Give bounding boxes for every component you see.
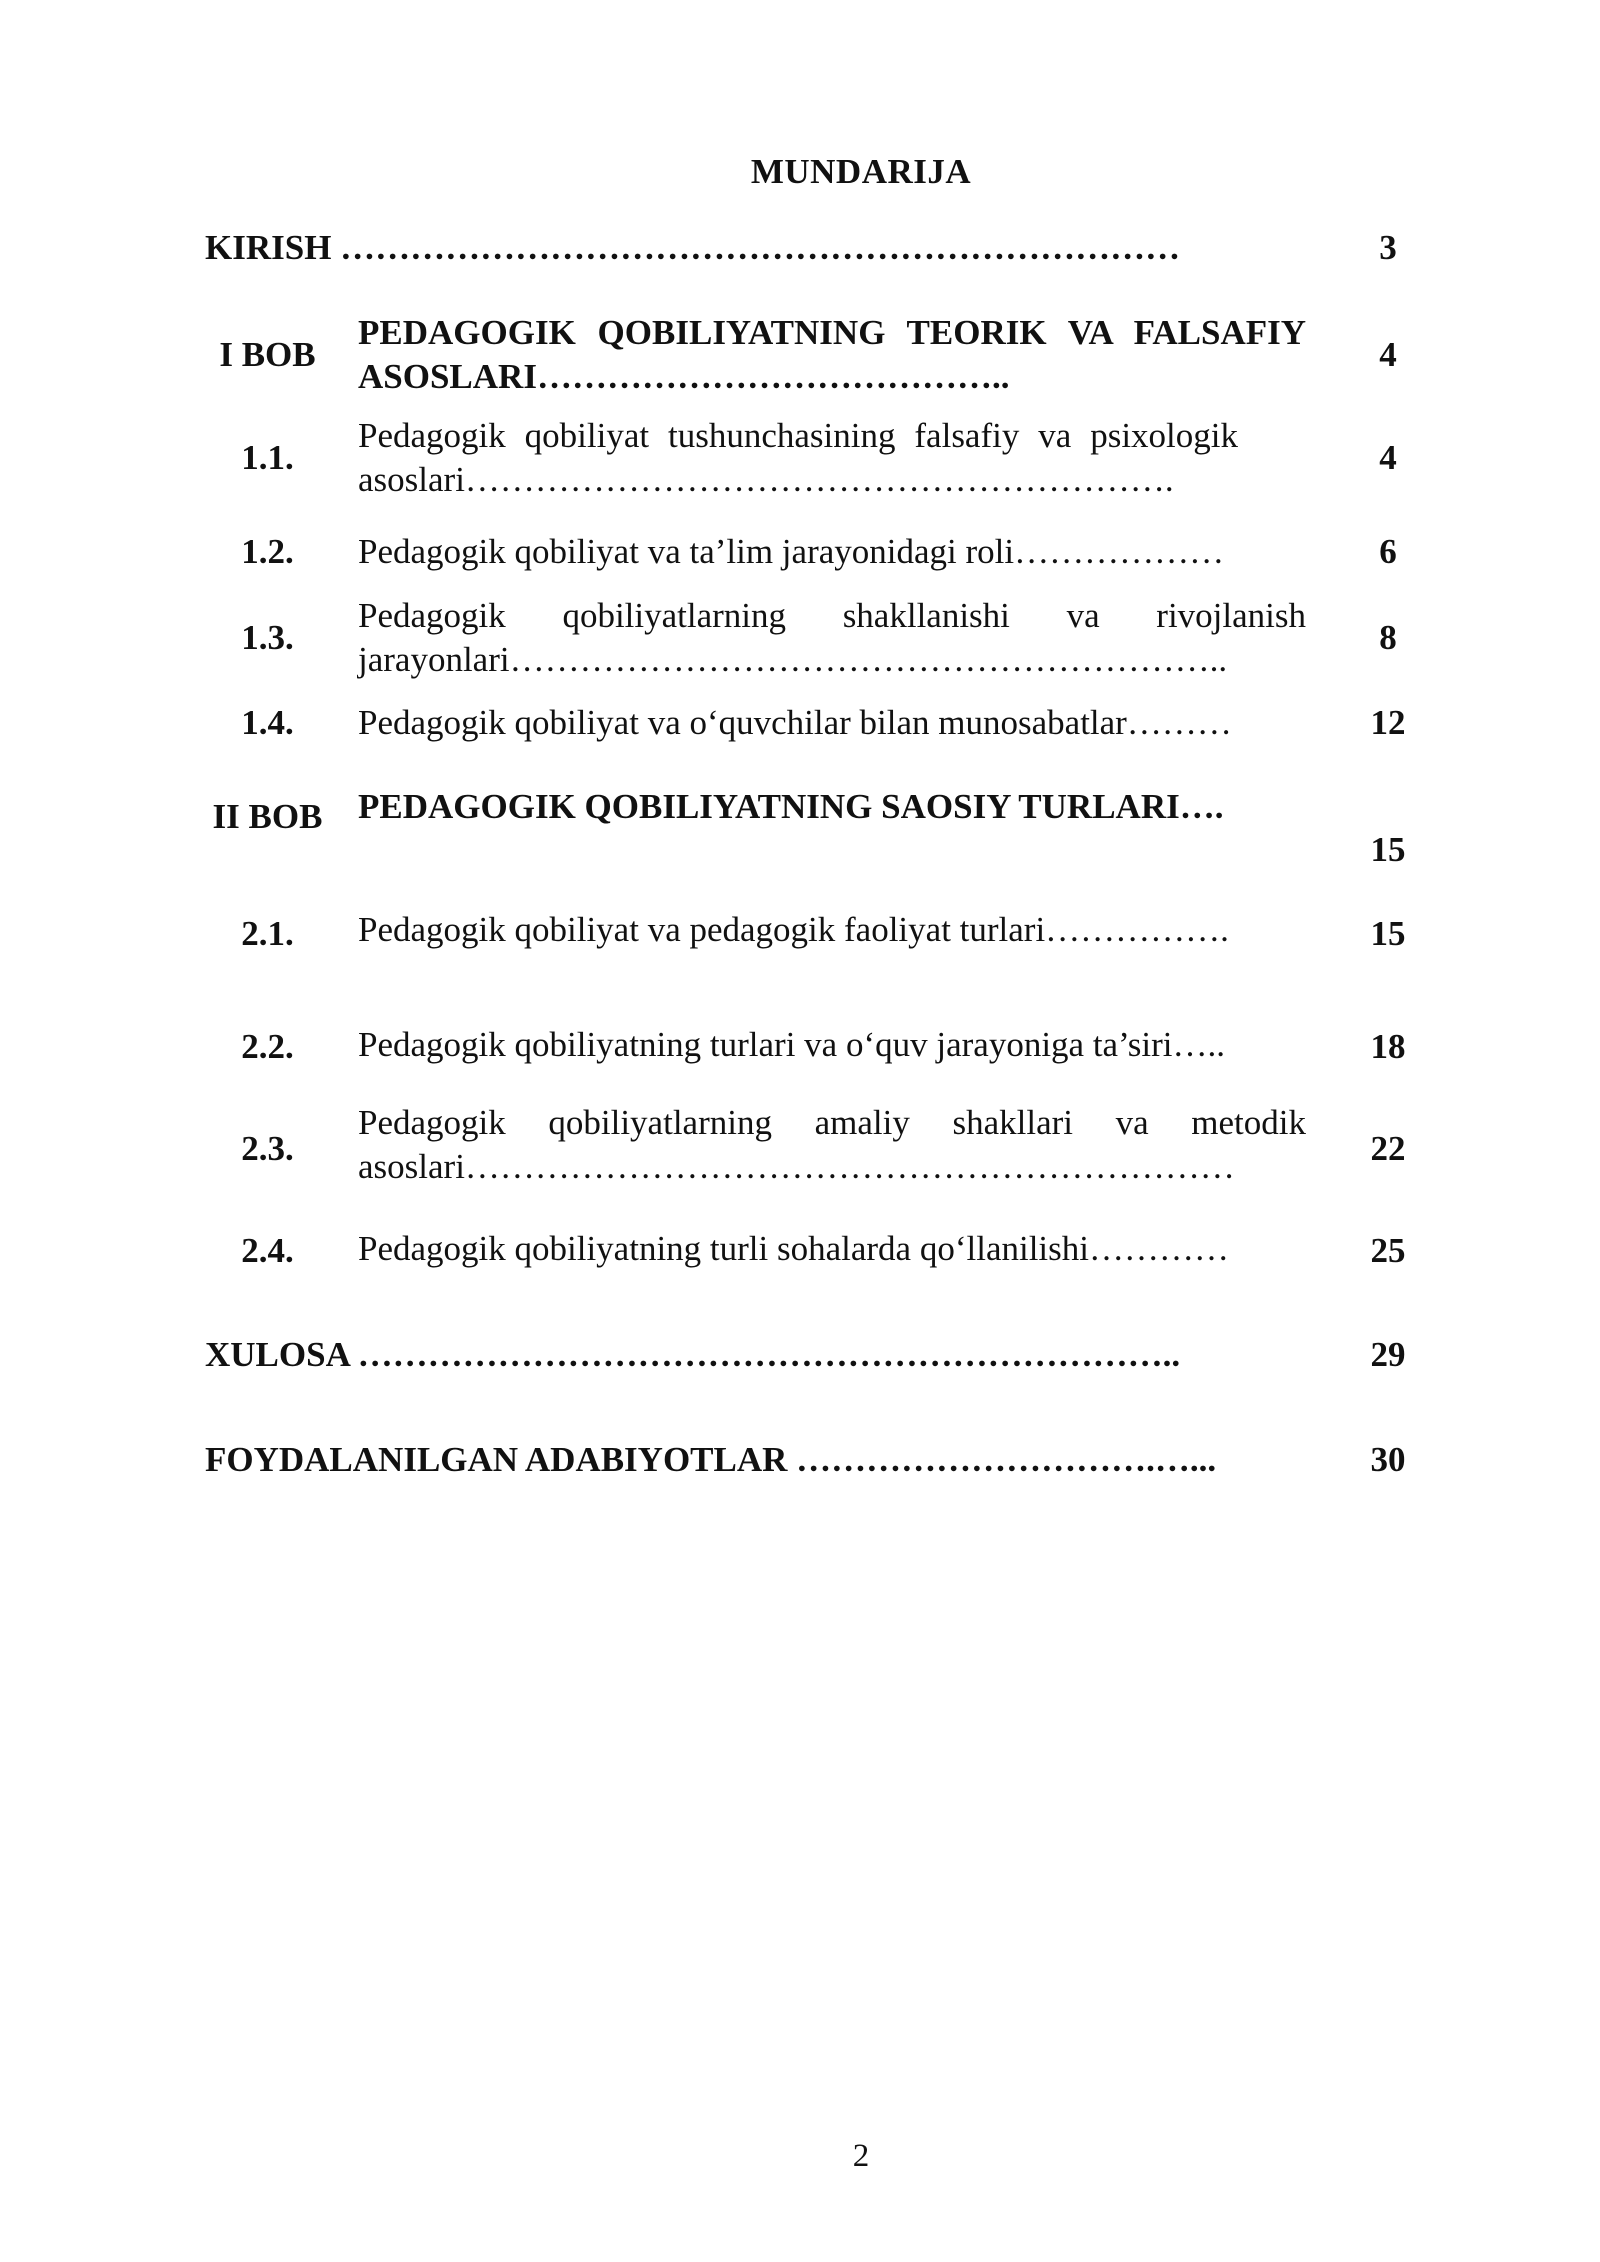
toc-entry-page: 18 — [1370, 1027, 1406, 1066]
toc-entry-title: PEDAGOGIK QOBILIYATNING SAOSIY TURLARI…. — [358, 787, 1224, 826]
toc-entry-title: Pedagogik qobiliyatlarning amaliy shakllari va metodik asoslari………………………………………………………… — [358, 1103, 1306, 1186]
toc-entry-number: 2.4. — [241, 1231, 294, 1270]
page-number: 2 — [852, 2138, 870, 2174]
toc-entry-title: PEDAGOGIK QOBILIYATNING TEORIK VA FALSAFIY ASOSLARI………………………………….. — [358, 313, 1306, 396]
toc-title: MUNDARIJA — [750, 152, 972, 191]
toc-entry-number: 2.2. — [241, 1027, 294, 1066]
toc-entry-title: Pedagogik qobiliyat va pedagogik faoliyat turlari……………. — [358, 910, 1229, 949]
toc-entry-page: 4 — [1379, 438, 1397, 477]
toc-entry-page: 15 — [1370, 830, 1406, 869]
toc-entry-page: 12 — [1370, 703, 1406, 742]
toc-entry-title: Pedagogik qobiliyat va ta’lim jarayonidagi roli……………… — [358, 532, 1225, 571]
toc-entry-title: XULOSA …………………………………………………………….. — [205, 1335, 1181, 1374]
toc-entry-page: 25 — [1370, 1231, 1406, 1270]
toc-entry-number: 1.4. — [241, 703, 294, 742]
toc-entry-page: 15 — [1370, 914, 1406, 953]
toc-entry-title: Pedagogik qobiliyatning turlari va o‘quv jarayoniga ta’siri….. — [358, 1025, 1226, 1064]
toc-entry-number: 1.1. — [241, 438, 294, 477]
toc-entry-page: 30 — [1370, 1440, 1406, 1479]
toc-entry-title: Pedagogik qobiliyat tushunchasining falsafiy va psixologik asoslari……………………………………………………. — [358, 416, 1238, 499]
toc-entry-number: II BOB — [212, 797, 323, 836]
toc-entry-page: 8 — [1379, 618, 1397, 657]
toc-entry-number: 1.3. — [241, 618, 294, 657]
toc-entry-title: KIRISH ……………………………………………………………… — [205, 228, 1181, 267]
toc-entry-number: 1.2. — [241, 532, 294, 571]
toc-entry-title: Pedagogik qobiliyatlarning shakllanishi va rivojlanish jarayonlari…………………………………………………….. — [358, 596, 1306, 679]
toc-entry-number: I BOB — [219, 335, 316, 374]
toc-entry-page: 6 — [1379, 532, 1397, 571]
toc-entry-number: 2.1. — [241, 914, 294, 953]
toc-entry-title: Pedagogik qobiliyatning turli sohalarda qo‘llanilishi………… — [358, 1229, 1230, 1268]
toc-entry-title: FOYDALANILGAN ADABIYOTLAR ………………………….…... — [205, 1440, 1217, 1479]
toc-entry-number: 2.3. — [241, 1129, 294, 1168]
toc-entry-page: 29 — [1370, 1335, 1406, 1374]
toc-entry-page: 3 — [1379, 228, 1397, 267]
toc-entry-page: 4 — [1379, 335, 1397, 374]
toc-entry-title: Pedagogik qobiliyat va o‘quvchilar bilan munosabatlar……… — [358, 703, 1232, 742]
toc-entry-page: 22 — [1370, 1129, 1406, 1168]
